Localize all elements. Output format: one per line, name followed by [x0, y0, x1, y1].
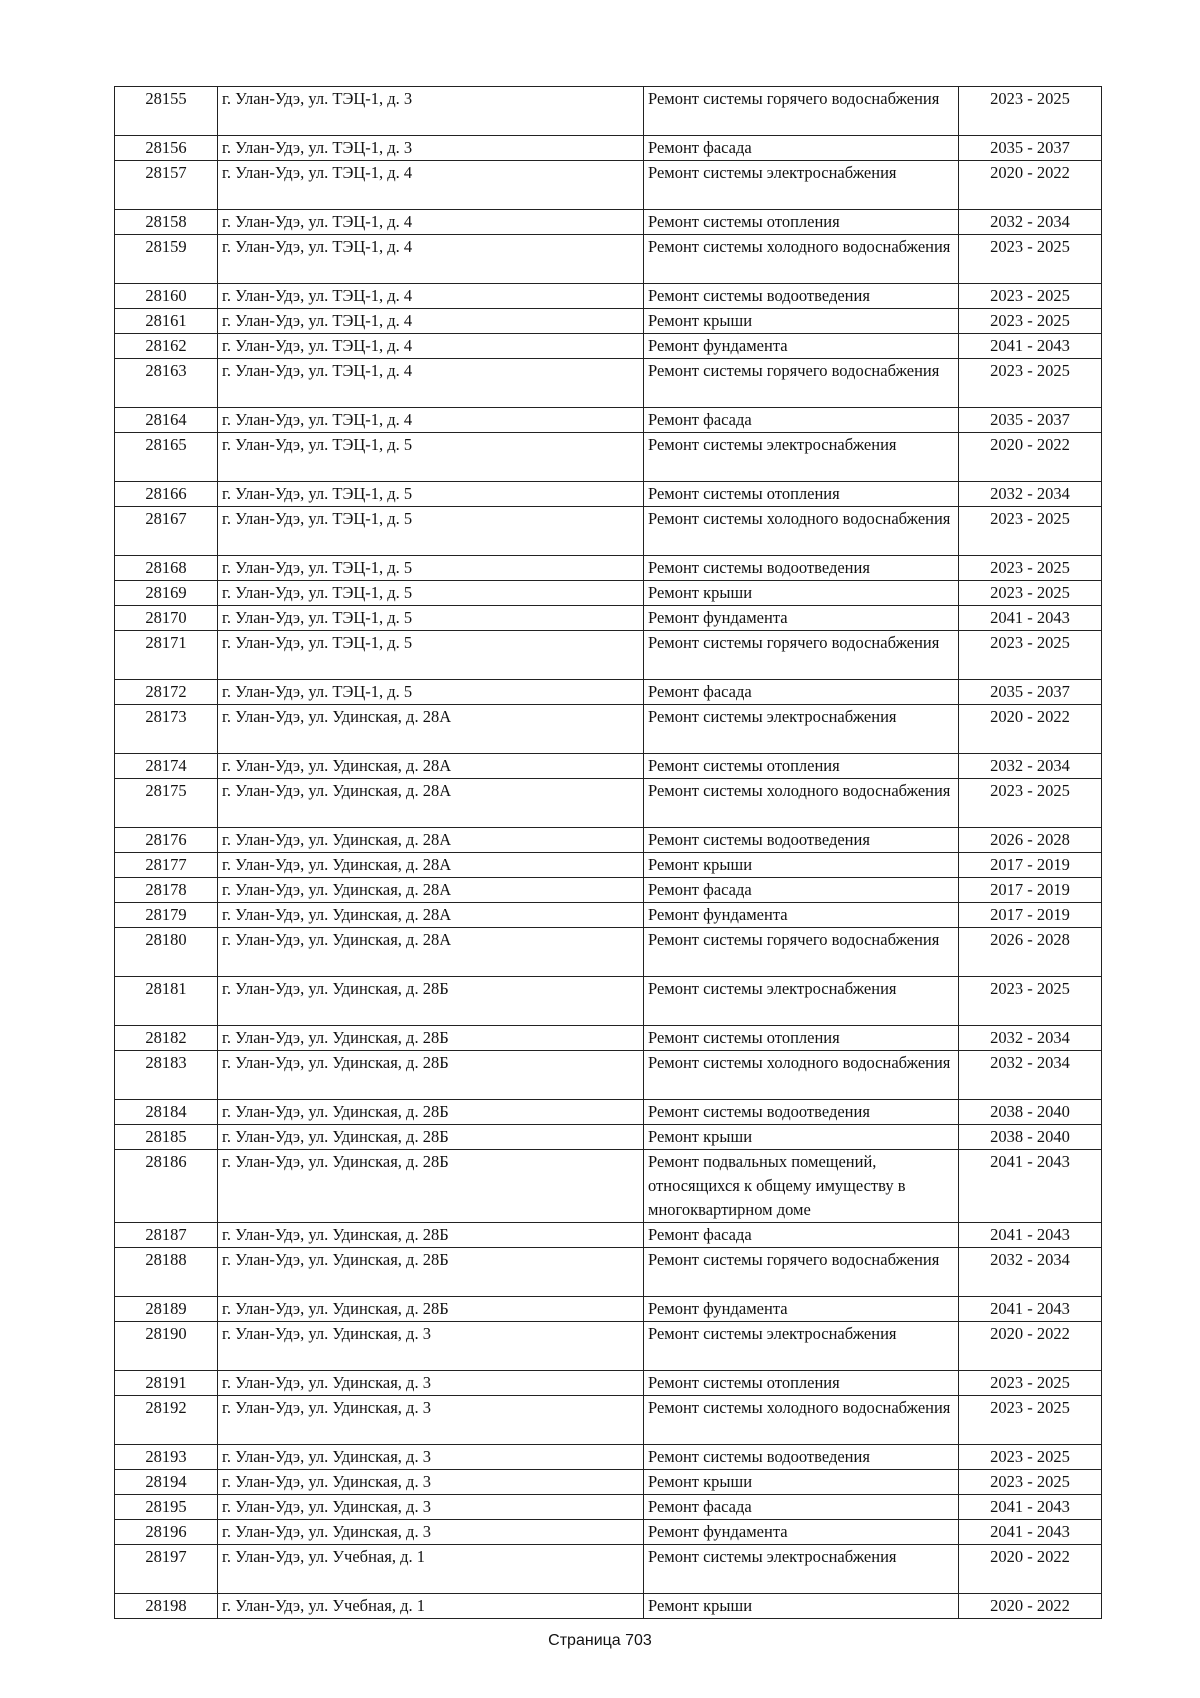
table-row: [115, 1051, 1102, 1100]
address-cell: г. Улан-Удэ, ул. ТЭЦ-1, д. 5: [218, 680, 644, 705]
row-number: 28177: [115, 853, 218, 878]
work-type-cell: Ремонт фундамента: [644, 334, 959, 359]
address-cell: г. Улан-Удэ, ул. Удинская, д. 3: [218, 1470, 644, 1495]
work-type-cell: Ремонт фасада: [644, 136, 959, 161]
row-number: 28160: [115, 284, 218, 309]
work-type-cell: Ремонт крыши: [644, 853, 959, 878]
period-cell: 2032 - 2034: [959, 1026, 1102, 1051]
row-number: 28162: [115, 334, 218, 359]
work-type-cell: Ремонт системы отопления: [644, 1371, 959, 1396]
work-type-cell: Ремонт подвальных помещений, относящихся к общему имуществу в многоквартирном доме: [644, 1150, 959, 1223]
period-cell: 2041 - 2043: [959, 1150, 1102, 1223]
work-type-cell: Ремонт системы электроснабжения: [644, 977, 959, 1026]
table-row: [115, 1545, 1102, 1594]
period-cell: 2023 - 2025: [959, 779, 1102, 828]
page-number: Страница 703: [548, 1632, 652, 1649]
row-number: 28186: [115, 1150, 218, 1223]
address-cell: г. Улан-Удэ, ул. Удинская, д. 28А: [218, 828, 644, 853]
address-cell: г. Улан-Удэ, ул. Удинская, д. 3: [218, 1396, 644, 1445]
table-row: [115, 705, 1102, 754]
work-type-cell: Ремонт фасада: [644, 680, 959, 705]
period-cell: 2020 - 2022: [959, 161, 1102, 210]
table-row: [115, 87, 1102, 136]
table-row: [115, 1297, 1102, 1322]
period-cell: 2023 - 2025: [959, 235, 1102, 284]
address-cell: г. Улан-Удэ, ул. ТЭЦ-1, д. 4: [218, 408, 644, 433]
address-cell: г. Улан-Удэ, ул. Удинская, д. 28А: [218, 928, 644, 977]
row-number: 28174: [115, 754, 218, 779]
address-cell: г. Улан-Удэ, ул. ТЭЦ-1, д. 5: [218, 606, 644, 631]
row-number: 28159: [115, 235, 218, 284]
period-cell: 2023 - 2025: [959, 1396, 1102, 1445]
address-cell: г. Улан-Удэ, ул. Удинская, д. 3: [218, 1520, 644, 1545]
table-row: [115, 903, 1102, 928]
table-row: [115, 1100, 1102, 1125]
row-number: 28181: [115, 977, 218, 1026]
row-number: 28164: [115, 408, 218, 433]
table-row: [115, 1150, 1102, 1223]
period-cell: 2032 - 2034: [959, 754, 1102, 779]
address-cell: г. Улан-Удэ, ул. ТЭЦ-1, д. 5: [218, 433, 644, 482]
work-type-cell: Ремонт фундамента: [644, 1297, 959, 1322]
period-cell: 2023 - 2025: [959, 556, 1102, 581]
address-cell: г. Улан-Удэ, ул. ТЭЦ-1, д. 4: [218, 235, 644, 284]
address-cell: г. Улан-Удэ, ул. Удинская, д. 28Б: [218, 1248, 644, 1297]
table-row: [115, 161, 1102, 210]
period-cell: 2023 - 2025: [959, 284, 1102, 309]
row-number: 28167: [115, 507, 218, 556]
period-cell: 2023 - 2025: [959, 581, 1102, 606]
row-number: 28178: [115, 878, 218, 903]
work-type-cell: Ремонт системы холодного водоснабжения: [644, 1396, 959, 1445]
work-type-cell: Ремонт системы отопления: [644, 210, 959, 235]
period-cell: 2035 - 2037: [959, 136, 1102, 161]
row-number: 28195: [115, 1495, 218, 1520]
row-number: 28169: [115, 581, 218, 606]
work-type-cell: Ремонт крыши: [644, 309, 959, 334]
row-number: 28179: [115, 903, 218, 928]
address-cell: г. Улан-Удэ, ул. ТЭЦ-1, д. 3: [218, 87, 644, 136]
period-cell: 2020 - 2022: [959, 433, 1102, 482]
address-cell: г. Улан-Удэ, ул. Удинская, д. 28Б: [218, 977, 644, 1026]
table-row: [115, 977, 1102, 1026]
period-cell: 2032 - 2034: [959, 482, 1102, 507]
work-type-cell: Ремонт системы электроснабжения: [644, 161, 959, 210]
address-cell: г. Улан-Удэ, ул. ТЭЦ-1, д. 5: [218, 507, 644, 556]
row-number: 28168: [115, 556, 218, 581]
table-row: [115, 235, 1102, 284]
work-type-cell: Ремонт фундамента: [644, 1520, 959, 1545]
row-number: 28171: [115, 631, 218, 680]
work-type-cell: Ремонт системы отопления: [644, 482, 959, 507]
table-row: [115, 284, 1102, 309]
work-type-cell: Ремонт системы горячего водоснабжения: [644, 1248, 959, 1297]
work-type-cell: Ремонт фасада: [644, 1223, 959, 1248]
work-type-cell: Ремонт системы водоотведения: [644, 556, 959, 581]
table-row: [115, 1594, 1102, 1619]
address-cell: г. Улан-Удэ, ул. Удинская, д. 28А: [218, 705, 644, 754]
table-row: [115, 754, 1102, 779]
work-type-cell: Ремонт системы горячего водоснабжения: [644, 359, 959, 408]
address-cell: г. Улан-Удэ, ул. ТЭЦ-1, д. 4: [218, 161, 644, 210]
work-type-cell: Ремонт фундамента: [644, 903, 959, 928]
work-type-cell: Ремонт системы холодного водоснабжения: [644, 507, 959, 556]
period-cell: 2035 - 2037: [959, 680, 1102, 705]
address-cell: г. Улан-Удэ, ул. Удинская, д. 28Б: [218, 1026, 644, 1051]
table-row: [115, 853, 1102, 878]
address-cell: г. Улан-Удэ, ул. Удинская, д. 3: [218, 1445, 644, 1470]
work-type-cell: Ремонт крыши: [644, 1470, 959, 1495]
address-cell: г. Улан-Удэ, ул. Удинская, д. 28А: [218, 779, 644, 828]
row-number: 28189: [115, 1297, 218, 1322]
period-cell: 2017 - 2019: [959, 878, 1102, 903]
period-cell: 2023 - 2025: [959, 507, 1102, 556]
work-type-cell: Ремонт системы горячего водоснабжения: [644, 87, 959, 136]
address-cell: г. Улан-Удэ, ул. Учебная, д. 1: [218, 1594, 644, 1619]
period-cell: 2017 - 2019: [959, 903, 1102, 928]
row-number: 28187: [115, 1223, 218, 1248]
table-row: [115, 1495, 1102, 1520]
table-row: [115, 359, 1102, 408]
row-number: 28184: [115, 1100, 218, 1125]
work-type-cell: Ремонт крыши: [644, 1125, 959, 1150]
period-cell: 2020 - 2022: [959, 1594, 1102, 1619]
row-number: 28173: [115, 705, 218, 754]
row-number: 28161: [115, 309, 218, 334]
table-row: [115, 680, 1102, 705]
address-cell: г. Улан-Удэ, ул. ТЭЦ-1, д. 5: [218, 556, 644, 581]
table-row: [115, 779, 1102, 828]
table-row: [115, 1470, 1102, 1495]
address-cell: г. Улан-Удэ, ул. Учебная, д. 1: [218, 1545, 644, 1594]
address-cell: г. Улан-Удэ, ул. ТЭЦ-1, д. 5: [218, 631, 644, 680]
table-row: [115, 1248, 1102, 1297]
address-cell: г. Улан-Удэ, ул. ТЭЦ-1, д. 5: [218, 482, 644, 507]
table-row: [115, 507, 1102, 556]
table-row: [115, 828, 1102, 853]
period-cell: 2020 - 2022: [959, 705, 1102, 754]
table-row: [115, 1322, 1102, 1371]
table-row: [115, 433, 1102, 482]
period-cell: 2041 - 2043: [959, 1223, 1102, 1248]
table-row: [115, 1520, 1102, 1545]
table-row: [115, 408, 1102, 433]
row-number: 28197: [115, 1545, 218, 1594]
work-type-cell: Ремонт системы электроснабжения: [644, 1545, 959, 1594]
row-number: 28192: [115, 1396, 218, 1445]
period-cell: 2026 - 2028: [959, 928, 1102, 977]
row-number: 28198: [115, 1594, 218, 1619]
table-row: [115, 210, 1102, 235]
address-cell: г. Улан-Удэ, ул. Удинская, д. 28Б: [218, 1100, 644, 1125]
address-cell: г. Улан-Удэ, ул. ТЭЦ-1, д. 3: [218, 136, 644, 161]
row-number: 28190: [115, 1322, 218, 1371]
period-cell: 2023 - 2025: [959, 359, 1102, 408]
row-number: 28196: [115, 1520, 218, 1545]
work-type-cell: Ремонт системы холодного водоснабжения: [644, 1051, 959, 1100]
work-type-cell: Ремонт фундамента: [644, 606, 959, 631]
period-cell: 2023 - 2025: [959, 977, 1102, 1026]
period-cell: 2023 - 2025: [959, 87, 1102, 136]
row-number: 28188: [115, 1248, 218, 1297]
work-type-cell: Ремонт системы водоотведения: [644, 1445, 959, 1470]
row-number: 28157: [115, 161, 218, 210]
table-body: [115, 87, 1102, 1619]
work-type-cell: Ремонт крыши: [644, 1594, 959, 1619]
address-cell: г. Улан-Удэ, ул. Удинская, д. 28Б: [218, 1297, 644, 1322]
row-number: 28158: [115, 210, 218, 235]
work-type-cell: Ремонт системы отопления: [644, 754, 959, 779]
row-number: 28194: [115, 1470, 218, 1495]
row-number: 28172: [115, 680, 218, 705]
address-cell: г. Улан-Удэ, ул. ТЭЦ-1, д. 4: [218, 359, 644, 408]
work-type-cell: Ремонт системы электроснабжения: [644, 705, 959, 754]
row-number: 28182: [115, 1026, 218, 1051]
table-row: [115, 1445, 1102, 1470]
row-number: 28170: [115, 606, 218, 631]
period-cell: 2023 - 2025: [959, 631, 1102, 680]
table-row: [115, 631, 1102, 680]
address-cell: г. Улан-Удэ, ул. Удинская, д. 28А: [218, 853, 644, 878]
table-row: [115, 1125, 1102, 1150]
period-cell: 2026 - 2028: [959, 828, 1102, 853]
period-cell: 2041 - 2043: [959, 334, 1102, 359]
period-cell: 2041 - 2043: [959, 1495, 1102, 1520]
address-cell: г. Улан-Удэ, ул. Удинская, д. 28А: [218, 903, 644, 928]
table-row: [115, 136, 1102, 161]
address-cell: г. Улан-Удэ, ул. ТЭЦ-1, д. 4: [218, 309, 644, 334]
row-number: 28183: [115, 1051, 218, 1100]
table-row: [115, 1371, 1102, 1396]
address-cell: г. Улан-Удэ, ул. Удинская, д. 28Б: [218, 1150, 644, 1223]
table-row: [115, 1396, 1102, 1445]
period-cell: 2032 - 2034: [959, 1248, 1102, 1297]
address-cell: г. Улан-Удэ, ул. ТЭЦ-1, д. 4: [218, 284, 644, 309]
work-type-cell: Ремонт системы холодного водоснабжения: [644, 235, 959, 284]
period-cell: 2017 - 2019: [959, 853, 1102, 878]
work-type-cell: Ремонт системы водоотведения: [644, 284, 959, 309]
period-cell: 2038 - 2040: [959, 1100, 1102, 1125]
table-row: [115, 928, 1102, 977]
period-cell: 2020 - 2022: [959, 1322, 1102, 1371]
address-cell: г. Улан-Удэ, ул. Удинская, д. 3: [218, 1322, 644, 1371]
period-cell: 2041 - 2043: [959, 606, 1102, 631]
period-cell: 2041 - 2043: [959, 1297, 1102, 1322]
work-type-cell: Ремонт фасада: [644, 878, 959, 903]
table-row: [115, 1223, 1102, 1248]
row-number: 28166: [115, 482, 218, 507]
table-row: [115, 556, 1102, 581]
work-type-cell: Ремонт системы водоотведения: [644, 828, 959, 853]
address-cell: г. Улан-Удэ, ул. Удинская, д. 28Б: [218, 1051, 644, 1100]
address-cell: г. Улан-Удэ, ул. Удинская, д. 28А: [218, 754, 644, 779]
period-cell: 2020 - 2022: [959, 1545, 1102, 1594]
work-type-cell: Ремонт системы электроснабжения: [644, 1322, 959, 1371]
period-cell: 2038 - 2040: [959, 1125, 1102, 1150]
address-cell: г. Улан-Удэ, ул. ТЭЦ-1, д. 4: [218, 334, 644, 359]
row-number: 28193: [115, 1445, 218, 1470]
table-row: [115, 878, 1102, 903]
row-number: 28156: [115, 136, 218, 161]
address-cell: г. Улан-Удэ, ул. Удинская, д. 3: [218, 1495, 644, 1520]
work-type-cell: Ремонт системы горячего водоснабжения: [644, 928, 959, 977]
period-cell: 2023 - 2025: [959, 1470, 1102, 1495]
row-number: 28176: [115, 828, 218, 853]
row-number: 28165: [115, 433, 218, 482]
work-type-cell: Ремонт системы холодного водоснабжения: [644, 779, 959, 828]
period-cell: 2032 - 2034: [959, 210, 1102, 235]
row-number: 28180: [115, 928, 218, 977]
row-number: 28191: [115, 1371, 218, 1396]
period-cell: 2023 - 2025: [959, 1371, 1102, 1396]
row-number: 28155: [115, 87, 218, 136]
repair-schedule-table: [114, 86, 1102, 1619]
row-number: 28175: [115, 779, 218, 828]
work-type-cell: Ремонт фасада: [644, 1495, 959, 1520]
address-cell: г. Улан-Удэ, ул. Удинская, д. 3: [218, 1371, 644, 1396]
table-row: [115, 606, 1102, 631]
table-row: [115, 309, 1102, 334]
address-cell: г. Улан-Удэ, ул. ТЭЦ-1, д. 4: [218, 210, 644, 235]
work-type-cell: Ремонт системы водоотведения: [644, 1100, 959, 1125]
address-cell: г. Улан-Удэ, ул. Удинская, д. 28Б: [218, 1125, 644, 1150]
period-cell: 2035 - 2037: [959, 408, 1102, 433]
work-type-cell: Ремонт фасада: [644, 408, 959, 433]
table-row: [115, 1026, 1102, 1051]
work-type-cell: Ремонт системы горячего водоснабжения: [644, 631, 959, 680]
table-row: [115, 482, 1102, 507]
work-type-cell: Ремонт крыши: [644, 581, 959, 606]
work-type-cell: Ремонт системы электроснабжения: [644, 433, 959, 482]
period-cell: 2023 - 2025: [959, 1445, 1102, 1470]
address-cell: г. Улан-Удэ, ул. Удинская, д. 28А: [218, 878, 644, 903]
period-cell: 2032 - 2034: [959, 1051, 1102, 1100]
table-row: [115, 334, 1102, 359]
work-type-cell: Ремонт системы отопления: [644, 1026, 959, 1051]
address-cell: г. Улан-Удэ, ул. Удинская, д. 28Б: [218, 1223, 644, 1248]
table-row: [115, 581, 1102, 606]
period-cell: 2041 - 2043: [959, 1520, 1102, 1545]
row-number: 28163: [115, 359, 218, 408]
address-cell: г. Улан-Удэ, ул. ТЭЦ-1, д. 5: [218, 581, 644, 606]
row-number: 28185: [115, 1125, 218, 1150]
period-cell: 2023 - 2025: [959, 309, 1102, 334]
